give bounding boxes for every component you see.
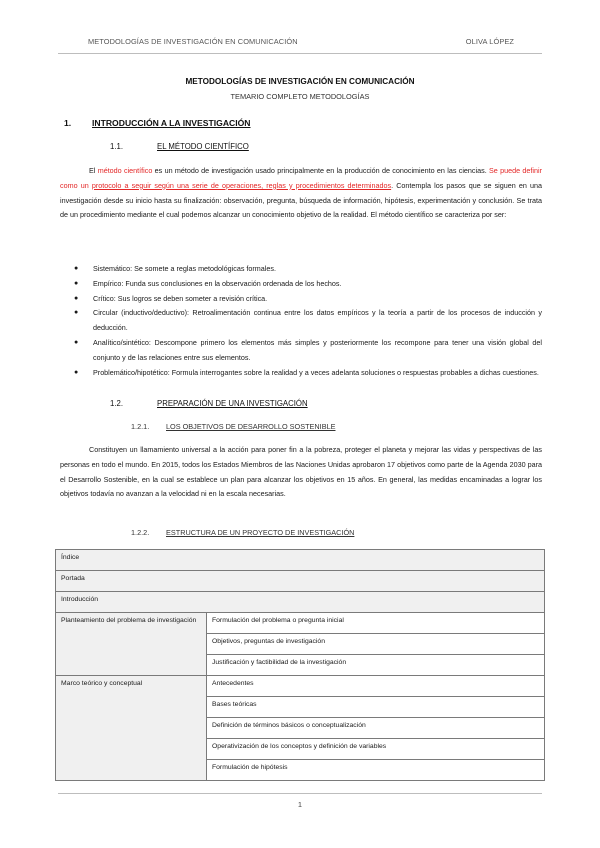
footer-divider: [58, 793, 542, 794]
section-1-2-1-heading: 1.2.1. LOS OBJETIVOS DE DESARROLLO SOSTENIBLE: [131, 422, 336, 431]
page-header: [88, 37, 514, 46]
table-cell-planteamiento: Planteamiento del problema de investigación: [56, 613, 207, 676]
section-1-2-heading: 1.2. PREPARACIÓN DE UNA INVESTIGACIÓN: [110, 399, 308, 408]
table-cell-introduccion: Introducción: [56, 592, 545, 613]
table-cell: Operativización de los conceptos y definición de variables: [207, 739, 545, 760]
list-item: ● Empírico: Funda sus conclusiones en la observación ordenada de los hechos.: [74, 278, 342, 288]
table-cell-indice: Índice: [56, 550, 545, 571]
sdg-paragraph: Constituyen un llamamiento universal a la acción para poner fin a la pobreza, proteger el planeta y mejorar las vidas y perspectivas de las personas en todo el mundo. En 2015, todos los Estados Miembros de las Naciones Unidas aprobaron 17 objetivos como parte de la Agenda 2030 para el Desarrollo Sostenible, en la cual se establece un plan para alcanzar los objetivos en 15 años. En general, las medidas encaminadas a lograr los objetivos todavía no avanzan a la velocidad ni en la escala necesarias.: [60, 445, 542, 499]
page-number: 1: [297, 800, 303, 809]
list-item: ● Crítico: Sus logros se deben someter a revisión crítica.: [74, 293, 268, 303]
highlight-definition-underlined: protocolo a seguir según una serie de operaciones, reglas y procedimientos determinados: [91, 180, 392, 190]
table-cell: Bases teóricas: [207, 697, 545, 718]
table-cell: Justificación y factibilidad de la investigación: [207, 655, 545, 676]
section-1-heading: 1. INTRODUCCIÓN A LA INVESTIGACIÓN: [64, 118, 251, 128]
scientific-method-paragraph: El método científico es un método de investigación usado principalmente en la producción de conocimiento en las ciencias. Se puede definir como un protocolo a seguir según una serie de operaciones, reglas y procedimientos determinados. Contempla los pasos que se siguen en una investigación desde su inicio hasta su finalización: observación, pregunta, búsqueda de información, hipótesis, experimentación y conclusión. Se trata de un procedimiento mediante el cual podemos alcanzar un conocimiento objetivo de la realidad. El método científico se caracteriza por ser:: [60, 166, 542, 220]
table-cell-marco-teorico: Marco teórico y conceptual: [56, 676, 207, 781]
document-subtitle: TEMARIO COMPLETO METODOLOGÍAS: [230, 92, 370, 101]
section-1-2-2-heading: 1.2.2. ESTRUCTURA DE UN PROYECTO DE INVESTIGACIÓN: [131, 528, 355, 537]
table-cell: Formulación del problema o pregunta inicial: [207, 613, 545, 634]
list-item: ● Problemático/hipotético: Formula interrogantes sobre la realidad y a veces adelanta soluciones o respuestas probables a dichas cuestiones.: [74, 367, 539, 377]
highlight-definition: Se puede definir como un: [60, 166, 542, 190]
table-cell: Formulación de hipótesis: [207, 760, 545, 781]
highlight-term: método científico: [97, 166, 153, 175]
header-author: OLIVA LÓPEZ: [465, 37, 514, 46]
header-divider: [58, 53, 542, 54]
header-course-title: METODOLOGÍAS DE INVESTIGACIÓN EN COMUNICACIÓN: [88, 37, 298, 46]
list-item: ● Sistemático: Se somete a reglas metodológicas formales.: [74, 264, 276, 273]
document-title: METODOLOGÍAS DE INVESTIGACIÓN EN COMUNICACIÓN: [185, 77, 415, 86]
list-item: ● Circular (inductivo/deductivo): Retroalimentación continua entre los datos empíricos y la teoría a partir de los procesos de inducción y deducción.: [74, 308, 542, 333]
table-cell: Objetivos, preguntas de investigación: [207, 634, 545, 655]
list-item: ● Analítico/sintético: Descompone primero los elementos más simples y posteriormente los recompone para tener una visión global del conjunto y de las relaciones entre sus elementos.: [74, 337, 542, 362]
characteristics-list: [60, 262, 542, 380]
table-cell: Antecedentes: [207, 676, 545, 697]
table-cell: Definición de términos básicos o conceptualización: [207, 718, 545, 739]
table-cell-portada: Portada: [56, 571, 545, 592]
research-structure-table: [55, 549, 545, 781]
section-1-1-heading: 1.1. EL MÉTODO CIENTÍFICO: [110, 142, 249, 151]
